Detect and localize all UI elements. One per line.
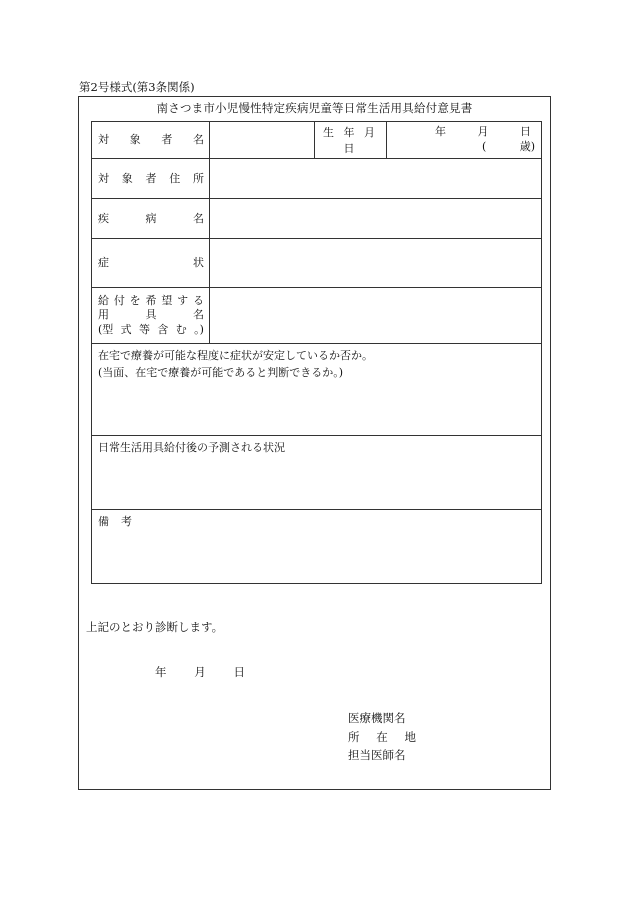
row-prediction: [92, 436, 542, 510]
label-equipment-name: 給 付 を 希 望 す る 用 具 名 (型 式 等 含 む 。): [92, 288, 210, 344]
row-equipment-name: [92, 288, 542, 344]
label-subject-name: 対 象 者 名: [92, 122, 210, 159]
field-equipment-name[interactable]: [210, 288, 542, 344]
row-subject-address: [92, 159, 542, 199]
birth-day-label: 日: [520, 125, 531, 138]
field-remarks[interactable]: [92, 510, 542, 584]
field-prediction[interactable]: [92, 436, 542, 510]
label-disease-name: 疾 病 名: [92, 199, 210, 239]
opinion-form-table: [91, 121, 542, 584]
form-number: 第2号様式(第3条関係): [79, 80, 195, 94]
signature-date[interactable]: [155, 664, 245, 680]
label-subject-address: 対 象 者 住 所: [92, 159, 210, 199]
age-open-paren: (: [482, 140, 487, 153]
label-birth-date: 生 年 月 日: [315, 122, 387, 159]
document-title: 南さつま市小児慢性特定疾病児童等日常生活用具給付意見書: [156, 101, 473, 115]
stability-subquestion: (当面、在宅で療養が可能であると判断できるか。): [98, 366, 344, 379]
row-stability: [92, 344, 542, 436]
row-disease-name: [92, 199, 542, 239]
row-remarks: [92, 510, 542, 584]
birth-year-label: 年: [435, 125, 446, 138]
form-frame: [78, 96, 551, 790]
field-stability[interactable]: [92, 344, 542, 436]
row-symptoms: [92, 239, 542, 288]
remarks-label: 備考: [98, 515, 144, 528]
label-symptoms: 症 状: [92, 239, 210, 288]
field-symptoms[interactable]: [210, 239, 542, 288]
field-subject-name[interactable]: [210, 122, 315, 159]
sign-year-label: 年: [155, 665, 167, 679]
diagnosis-statement: 上記のとおり診断します。: [86, 620, 224, 634]
sign-month-label: 月: [194, 665, 206, 679]
row-subject-name: [92, 122, 542, 159]
field-birth-date[interactable]: [387, 122, 542, 159]
location-label: 所 在 地: [348, 729, 416, 744]
birth-month-label: 月: [477, 125, 489, 138]
prediction-label: 日常生活用具給付後の予測される状況: [98, 441, 285, 454]
sign-day-label: 日: [233, 665, 245, 679]
field-disease-name[interactable]: [210, 199, 542, 239]
field-subject-address[interactable]: [210, 159, 542, 199]
age-label: 歳): [519, 140, 535, 153]
signer-block: [348, 709, 416, 765]
institution-name-label: 医療機関名: [348, 711, 406, 725]
stability-question: 在宅で療養が可能な程度に症状が安定しているか否か。: [98, 349, 373, 362]
doctor-name-label: 担当医師名: [348, 748, 406, 762]
